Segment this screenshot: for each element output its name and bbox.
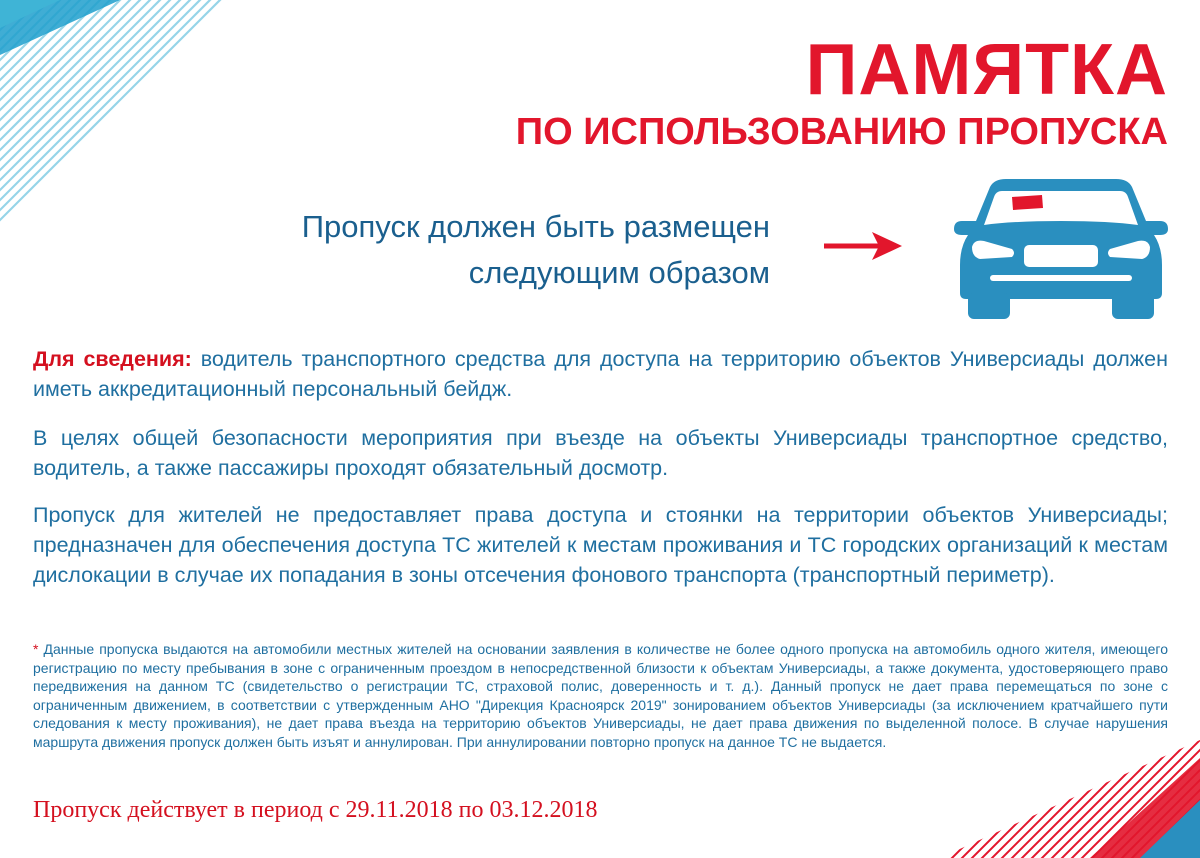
info-paragraph-1 bbox=[33, 344, 1168, 404]
info-paragraph-2: В целях общей безопасности мероприятия при въезде на объекты Универсиады транспортное средство, водитель, а также пассажиры проходят обязательный досмотр. bbox=[33, 426, 1168, 480]
car-front-icon bbox=[950, 175, 1172, 323]
footnote-text: Данные пропуска выдаются на автомобили местных жителей на основании заявления в количестве не более одного пропуска на автомобиль одного жителя, имеющего регистрацию по месту пребывания в зоне с ограниченным проездом в непосредственной близости к объектам Универсиады, а также документа, удостоверяющего право передвижения на данном ТС (свидетельство о регистрации ТС, страховой полис, доверенность и т. д.). Данный пропуск не дает права перемещаться по зоне с ограниченным движением, в соответствии с утвержденным АНО "Дирекция Красноярск 2019" зонированием объектов Универсиады (за исключением кратчайшего пути следования к месту проживания), не дает права въезда на территорию объектов Универсиады, не дает права движения по выделенной полосе. В случае нарушения маршрута движения пропуск должен быть изъят и аннулирован. При аннулировании повторно пропуск на данное ТС не выдается. bbox=[33, 641, 1168, 750]
decorative-stripes-top-left bbox=[0, 0, 290, 230]
validity-period: Пропуск действует в период с 29.11.2018 по 03.12.2018 bbox=[33, 797, 598, 823]
decorative-stripes-bottom-right bbox=[940, 740, 1200, 858]
page-subtitle: ПО ИСПОЛЬЗОВАНИЮ ПРОПУСКА bbox=[515, 111, 1168, 153]
info-paragraph-1-text: водитель транспортного средства для доступа на территорию объектов Универсиады должен иметь аккредитационный персональный бейдж. bbox=[33, 347, 1168, 401]
placement-line-1: Пропуск должен быть размещен bbox=[301, 209, 770, 244]
placement-instruction bbox=[302, 204, 770, 296]
footnote-asterisk: * bbox=[33, 641, 39, 657]
info-label: Для сведения: bbox=[33, 347, 192, 371]
arrow-right-icon bbox=[822, 226, 904, 266]
placement-line-2: следующим образом bbox=[468, 255, 770, 290]
footnote bbox=[33, 640, 1168, 751]
info-paragraph-3: Пропуск для жителей не предоставляет права доступа и стоянки на территории объектов Универсиады; предназначен для обеспечения доступа ТС жителей к местам проживания и ТС городских организаций к местам дислокации в случае их попадания в зоны отсечения фонового транспорта (транспортный периметр). bbox=[33, 503, 1168, 587]
page-title: ПАМЯТКА bbox=[805, 30, 1168, 110]
